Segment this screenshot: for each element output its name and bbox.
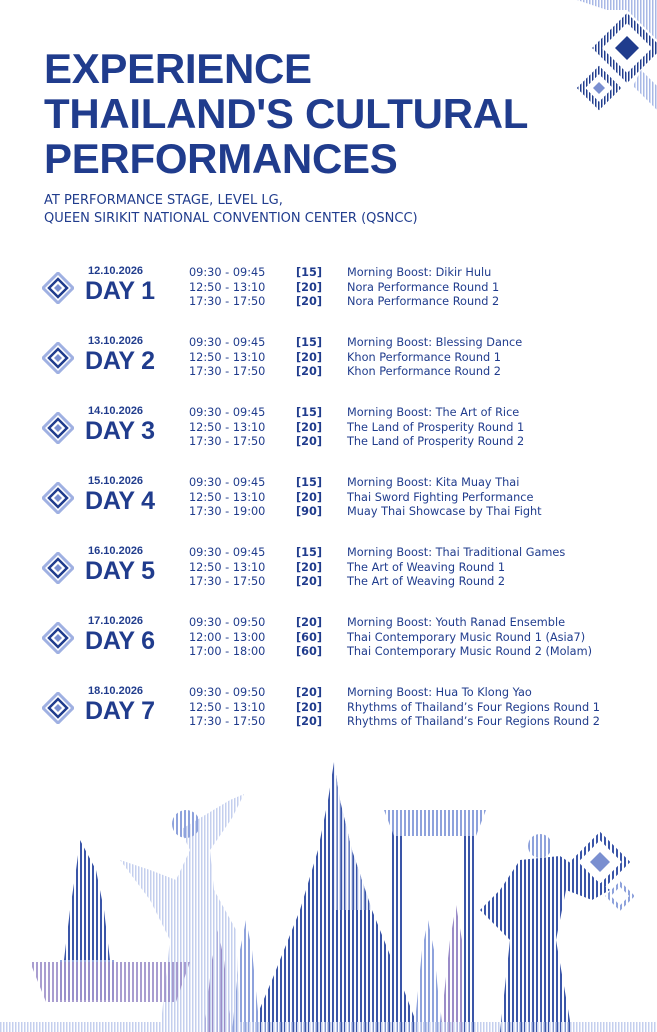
session-activity: Morning Boost: The Art of Rice (347, 406, 520, 419)
session-duration: [20] (296, 575, 323, 588)
day-date: 12.10.2026 (88, 265, 144, 277)
thai-diamond-pattern-icon (42, 412, 74, 444)
session-activity: Rhythms of Thailand’s Four Regions Round 2 (347, 715, 600, 728)
day-block (40, 335, 640, 400)
session-duration: [15] (296, 476, 323, 489)
day-block (40, 475, 640, 540)
day-label: DAY 2 (85, 347, 155, 375)
session-duration: [20] (296, 420, 323, 434)
session-activity: The Art of Weaving Round 2 (347, 575, 506, 588)
session-time: 09:30 - 09:45 (189, 406, 266, 419)
session-duration: [20] (296, 295, 323, 308)
session-duration: [20] (296, 616, 323, 629)
session-activity: Rhythms of Thailand’s Four Regions Round 1 (347, 700, 600, 714)
day-block (40, 405, 640, 470)
session-activity: Nora Performance Round 1 (347, 280, 500, 294)
session-duration: [60] (296, 630, 323, 644)
session-time: 12:50 - 13:10 (189, 700, 266, 714)
session-duration: [20] (296, 490, 323, 504)
session-time: 17:30 - 17:50 (189, 575, 266, 588)
session-duration: [20] (296, 700, 323, 714)
day-date: 13.10.2026 (88, 335, 144, 347)
thai-diamond-pattern-icon (42, 692, 74, 724)
session-time: 17:30 - 19:00 (189, 505, 266, 518)
session-duration: [20] (296, 715, 323, 728)
session-time: 12:50 - 13:10 (189, 420, 266, 434)
venue-subtitle (44, 192, 418, 228)
session-time: 09:30 - 09:45 (189, 546, 266, 559)
session-time: 17:30 - 17:50 (189, 365, 266, 378)
session-time: 17:30 - 17:50 (189, 715, 266, 728)
day-label: DAY 3 (85, 417, 155, 445)
session-activity: Khon Performance Round 1 (347, 350, 501, 364)
session-activity: Morning Boost: Thai Traditional Games (347, 546, 566, 559)
day-date: 14.10.2026 (88, 405, 144, 417)
title-line-1: EXPERIENCE (44, 45, 312, 92)
title-line-3: PERFORMANCES (44, 135, 398, 182)
session-time: 17:00 - 18:00 (189, 645, 266, 658)
day-date: 15.10.2026 (88, 475, 144, 487)
subtitle-line-1: AT PERFORMANCE STAGE, LEVEL LG, (44, 193, 283, 208)
session-activity: The Art of Weaving Round 1 (347, 560, 506, 574)
session-activity: Morning Boost: Youth Ranad Ensemble (347, 616, 566, 629)
thai-diamond-pattern-icon (42, 272, 74, 304)
session-activity: Morning Boost: Kita Muay Thai (347, 476, 520, 489)
session-time: 12:50 - 13:10 (189, 560, 266, 574)
session-time: 09:30 - 09:45 (189, 336, 266, 349)
day-label: DAY 6 (85, 627, 155, 655)
thai-landmarks-illustration (0, 740, 657, 1032)
session-time: 12:50 - 13:10 (189, 350, 266, 364)
day-block (40, 615, 640, 680)
day-block (40, 265, 640, 330)
day-label: DAY 5 (85, 557, 155, 585)
page-title (44, 46, 528, 181)
session-duration: [20] (296, 280, 323, 294)
session-activity: Thai Contemporary Music Round 2 (Molam) (347, 645, 593, 658)
session-duration: [15] (296, 336, 323, 349)
session-activity: The Land of Prosperity Round 1 (347, 420, 525, 434)
session-duration: [20] (296, 365, 323, 378)
session-activity: Nora Performance Round 2 (347, 295, 500, 308)
session-time: 17:30 - 17:50 (189, 295, 266, 308)
thai-diamond-pattern-icon (42, 342, 74, 374)
thai-diamond-pattern-icon (42, 552, 74, 584)
day-date: 17.10.2026 (88, 615, 144, 627)
day-date: 16.10.2026 (88, 545, 144, 557)
session-duration: [20] (296, 686, 323, 699)
session-activity: Muay Thai Showcase by Thai Fight (347, 505, 542, 518)
session-time: 12:50 - 13:10 (189, 490, 266, 504)
day-label: DAY 7 (85, 697, 155, 725)
session-duration: [15] (296, 546, 323, 559)
session-activity: Khon Performance Round 2 (347, 365, 501, 378)
subtitle-line-2: QUEEN SIRIKIT NATIONAL CONVENTION CENTER (QSNCC) (44, 211, 418, 226)
session-time: 09:30 - 09:50 (189, 616, 266, 629)
session-time: 12:50 - 13:10 (189, 280, 266, 294)
thai-pattern-decoration-icon (517, 0, 657, 120)
session-activity: Thai Contemporary Music Round 1 (Asia7) (347, 630, 586, 644)
day-block (40, 545, 640, 610)
title-line-2: THAILAND'S CULTURAL (44, 90, 529, 137)
day-label: DAY 1 (85, 277, 155, 305)
session-duration: [20] (296, 435, 323, 448)
session-duration: [60] (296, 645, 323, 658)
day-label: DAY 4 (85, 487, 155, 515)
session-activity: Thai Sword Fighting Performance (347, 490, 534, 504)
session-time: 17:30 - 17:50 (189, 435, 266, 448)
thai-diamond-pattern-icon (42, 622, 74, 654)
session-activity: The Land of Prosperity Round 2 (347, 435, 525, 448)
day-date: 18.10.2026 (88, 685, 144, 697)
session-duration: [20] (296, 350, 323, 364)
session-duration: [20] (296, 560, 323, 574)
session-activity: Morning Boost: Dikir Hulu (347, 266, 492, 279)
session-time: 12:00 - 13:00 (189, 630, 266, 644)
session-time: 09:30 - 09:45 (189, 476, 266, 489)
session-duration: [15] (296, 266, 323, 279)
session-time: 09:30 - 09:45 (189, 266, 266, 279)
session-duration: [90] (296, 505, 323, 518)
session-duration: [15] (296, 406, 323, 419)
thai-diamond-pattern-icon (42, 482, 74, 514)
session-time: 09:30 - 09:50 (189, 686, 266, 699)
session-activity: Morning Boost: Blessing Dance (347, 336, 523, 349)
session-activity: Morning Boost: Hua To Klong Yao (347, 686, 532, 699)
